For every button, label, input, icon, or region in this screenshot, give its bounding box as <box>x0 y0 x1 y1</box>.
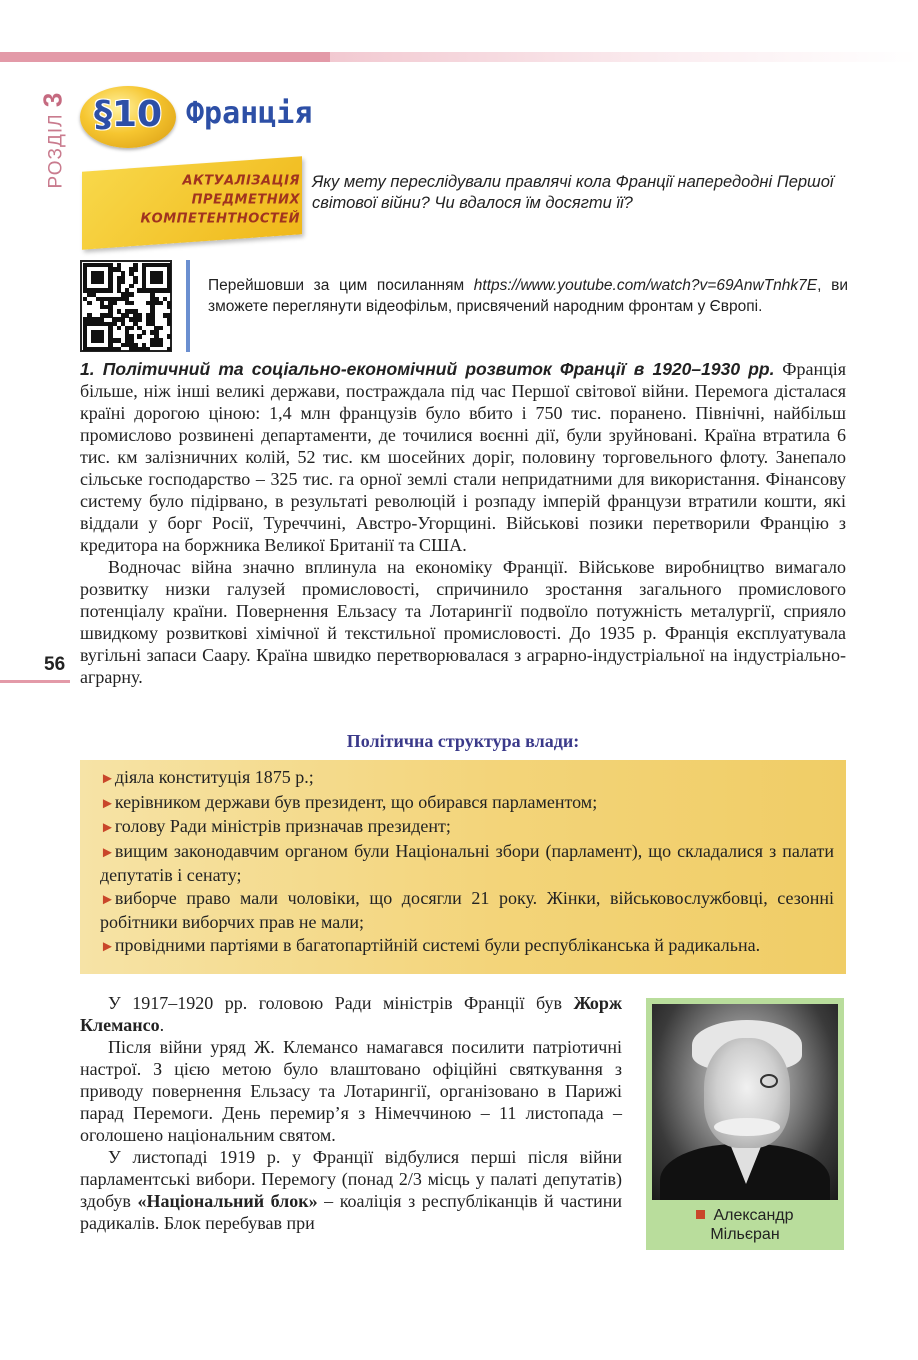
qr-note-before: Перейшовши за цим посиланням <box>208 277 474 294</box>
structure-item-text: керівником держави був президент, що обирався парламентом; <box>114 791 598 812</box>
qr-note <box>208 276 848 317</box>
top-decor-bar <box>0 52 918 64</box>
p3-text: У листопаді 1919 р. у Франції відбулися перші після війни парламентські вибори. Перемогу (понад 2/3 місць у палаті депутатів) здобув <box>80 1147 622 1211</box>
qr-module <box>117 326 121 330</box>
portrait-moustache <box>714 1118 780 1136</box>
qr-module <box>112 301 116 305</box>
structure-item <box>100 934 834 959</box>
national-bloc: «Національний блок» <box>137 1191 318 1211</box>
portrait-frame <box>646 998 844 1250</box>
qr-module <box>129 326 133 330</box>
structure-item-text: вищим законодавчим органом були Національні збори (парламент), що складалися з палати депутатів і сенату; <box>100 840 834 885</box>
qr-module <box>133 267 137 271</box>
qr-module <box>137 317 141 321</box>
structure-item <box>100 766 834 791</box>
competence-banner <box>82 156 302 249</box>
banner-line-2: ПРЕДМЕТНИХ <box>191 192 300 208</box>
portrait-caption <box>652 1206 838 1244</box>
caption-surname: Мільєран <box>710 1226 780 1243</box>
section-number: 3 <box>37 91 68 108</box>
qr-module <box>117 347 121 351</box>
qr-module <box>129 284 133 288</box>
qr-module <box>167 305 171 309</box>
qr-module <box>158 280 162 284</box>
caption-first-name: Александр <box>713 1207 794 1224</box>
banner-line-3: КОМПЕТЕНТНОСТЕЙ <box>140 211 300 227</box>
qr-module <box>129 301 133 305</box>
caption-square-icon <box>696 1210 705 1219</box>
structure-heading: Політична структура влади: <box>346 731 580 751</box>
qr-module <box>100 280 104 284</box>
video-link[interactable]: https://www.youtube.com/watch?v=69AnwTnhk7E <box>473 277 818 294</box>
structure-item-text: провідними партіями в багатопартійній системі були республіканська й радикальна. <box>114 934 761 955</box>
structure-item <box>100 791 834 816</box>
p1-end: . <box>159 1015 165 1035</box>
structure-item <box>100 887 834 934</box>
intro-question: Яку мету переслідували правлячі кола Франції напередодні Першої світової війни? Чи вдалося їм досягти її? <box>312 173 834 212</box>
section1-paragraph-1 <box>80 358 846 556</box>
column-text <box>80 992 622 1234</box>
qr-module <box>167 288 171 292</box>
qr-code-icon[interactable] <box>80 260 172 352</box>
page-number: 56 <box>44 654 66 675</box>
structure-item <box>100 815 834 840</box>
section1-heading: 1. Політичний та соціально-економічний розвиток Франції в 1920–1930 рр. <box>80 359 775 379</box>
chapter-title: Франція <box>186 96 313 131</box>
section-label <box>38 78 68 188</box>
top-bar-segment-dark <box>0 52 330 62</box>
p3-end: – коаліція з республіканців й частини радикалів. Блок перебував при <box>80 1191 622 1233</box>
banner-line-1: АКТУАЛІЗАЦІЯ <box>182 173 300 189</box>
structure-item-text: діяла конституція 1875 р.; <box>114 767 314 787</box>
paragraph-number: §10 <box>93 94 163 135</box>
paragraph-badge <box>80 86 176 148</box>
section1-paragraph-2: Водночас війна значно вплинула на економіку Франції. Військове виробництво вимагало розвитку низки галузей промисловості, спричинило зростання загального промислового потенціалу країни. Повернення Ельзасу та Лотарингії подвоїло потужність металургії, сприяло швидкому розвиткові хімічної й текстильної промисловості. До 1935 р. Франція експлуатувала вугільні запаси Саару. Країна швидко перетворювалася з аграрно-індустріальної на індустріально-аграрну. <box>80 557 846 687</box>
competence-banner-text <box>100 171 300 228</box>
qr-note-after: , ви зможете переглянути відеофільм, присвячений народним фронтам у Європі. <box>208 277 848 315</box>
clemenceau-name: Жорж Клемансо <box>80 993 622 1035</box>
bullet-arrow-icon: ► <box>100 795 115 812</box>
structure-item-text: виборче право мали чоловіки, що досягли 21 року. Жінки, військовослужбовці, сезонні робітники виборчих прав не мали; <box>100 887 834 932</box>
column-paragraph-3 <box>80 1146 622 1234</box>
qr-module <box>167 334 171 338</box>
bullet-arrow-icon: ► <box>100 844 115 861</box>
section1-text <box>80 358 846 688</box>
bullet-arrow-icon: ► <box>100 938 115 955</box>
qr-divider <box>186 260 190 352</box>
column-paragraph-1 <box>80 992 622 1036</box>
section1-para1-text: Франція більше, ніж інші великі держави, постраждала під час Першої світової війни. Перемога дісталася країні дорогою ціною: 1,4 млн французів було вбито і 750 тис. поранено. Північні, найбільш промислово розвинені департаменти, де точилися воєнні дії, були зруйновані. Країна втратила 6 тис. км залізничних колій, 52 тис. км шосейних доріг, половину торговельного флоту. Занепало сільське господарство – 325 тис. га орної землі стали непридатними для використання. Фінансову систему було підірвано, в результаті революцій і розпаду імперій французи втратили кошти, які віддали у борг Росії, Туреччині, Австро-Угорщині. Військові позики перетворили Францію з кредитора на боржника Великої Британії та США. <box>80 359 846 555</box>
qr-module <box>167 322 171 326</box>
top-bar-segment-light <box>330 52 918 62</box>
bullet-arrow-icon: ► <box>100 771 115 787</box>
qr-module <box>121 280 125 284</box>
structure-box <box>80 760 846 974</box>
qr-module <box>100 338 104 342</box>
portrait-photo <box>652 1004 838 1200</box>
qr-module <box>129 292 133 296</box>
bullet-arrow-icon: ► <box>100 820 115 836</box>
qr-module <box>167 347 171 351</box>
qr-module <box>146 347 150 351</box>
pince-nez-icon <box>760 1074 778 1088</box>
qr-module <box>133 280 137 284</box>
qr-module <box>87 301 91 305</box>
bullet-arrow-icon: ► <box>100 891 115 908</box>
column-paragraph-2: Після війни уряд Ж. Клемансо намагався посилити патріотичні настрої. З цією метою було влаштовано офіційні святкування з приводу повернення Ельзасу та Лотарингії, організовано в Парижі парад Перемоги. День перемир’я з Німеччиною – 11 листопада – оголошено національним святом. <box>80 1037 622 1145</box>
page-number-line <box>0 680 70 683</box>
qr-module <box>158 301 162 305</box>
structure-item-text: голову Ради міністрів призначав президент; <box>114 816 451 836</box>
structure-item <box>100 840 834 887</box>
qr-module <box>137 334 141 338</box>
caption-line-1 <box>652 1206 838 1225</box>
p1-text: У 1917–1920 рр. головою Ради міністрів Франції був <box>108 993 574 1013</box>
qr-module <box>158 343 162 347</box>
section-label-word: РОЗДІЛ <box>45 113 67 189</box>
qr-module <box>158 326 162 330</box>
qr-module <box>108 288 112 292</box>
section-label-text <box>38 79 69 189</box>
qr-module <box>142 330 146 334</box>
